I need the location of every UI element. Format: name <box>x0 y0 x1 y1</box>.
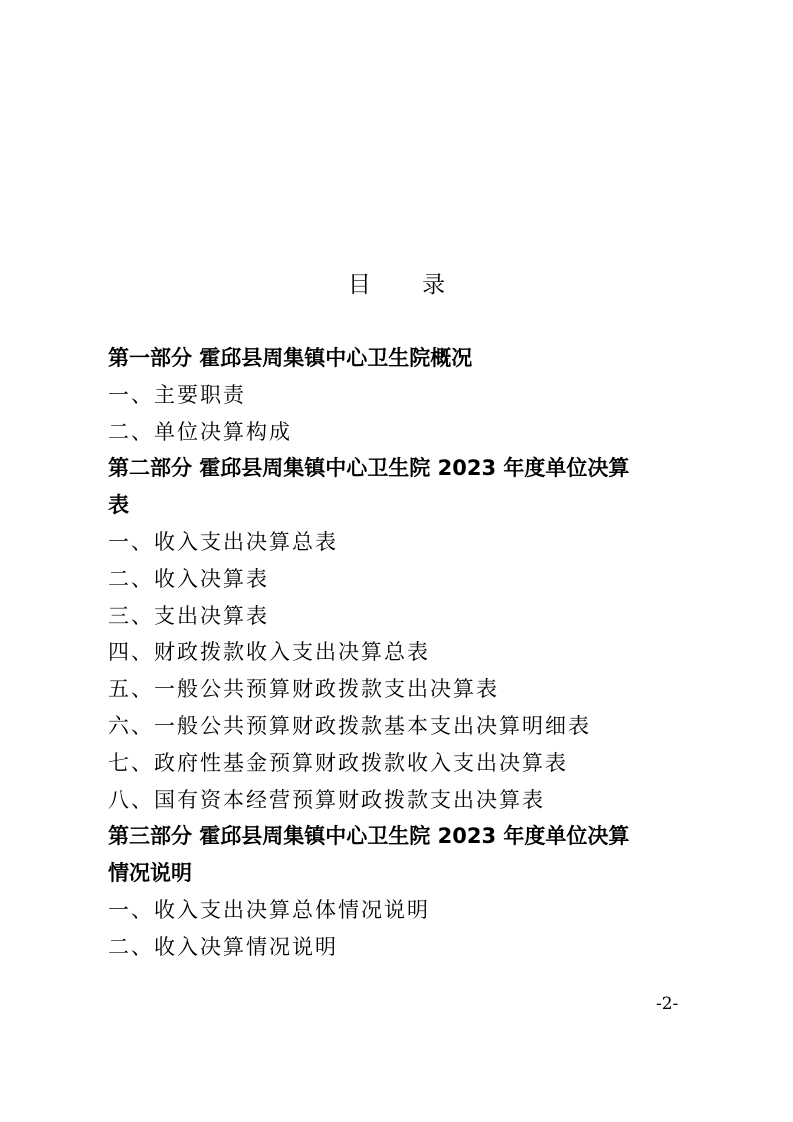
toc-part-3-continuation: 情况说明 <box>108 861 192 886</box>
toc-item: 四、财政拨款收入支出决算总表 <box>108 640 430 665</box>
toc-part-2: 第二部分 霍邱县周集镇中心卫生院 2023 年度单位决算 <box>108 456 630 481</box>
page-number: -2- <box>656 994 679 1014</box>
toc-item: 二、单位决算构成 <box>108 419 292 444</box>
page-title: 目 录 <box>347 272 468 298</box>
toc-item: 六、一般公共预算财政拨款基本支出决算明细表 <box>108 713 591 738</box>
table-of-contents <box>108 340 708 966</box>
toc-part-1: 第一部分 霍邱县周集镇中心卫生院概况 <box>108 346 473 370</box>
toc-item: 一、主要职责 <box>108 382 246 407</box>
toc-item: 二、收入决算情况说明 <box>108 934 338 959</box>
toc-part-3: 第三部分 霍邱县周集镇中心卫生院 2023 年度单位决算 <box>108 824 630 849</box>
toc-item: 七、政府性基金预算财政拨款收入支出决算表 <box>108 750 568 775</box>
toc-part-2-continuation: 表 <box>108 493 129 518</box>
toc-item: 一、收入支出决算总体情况说明 <box>108 897 430 922</box>
toc-item: 三、支出决算表 <box>108 603 269 628</box>
toc-item: 二、收入决算表 <box>108 566 269 591</box>
toc-item: 五、一般公共预算财政拨款支出决算表 <box>108 677 499 702</box>
toc-item: 八、国有资本经营预算财政拨款支出决算表 <box>108 787 545 812</box>
toc-item: 一、收入支出决算总表 <box>108 529 338 554</box>
